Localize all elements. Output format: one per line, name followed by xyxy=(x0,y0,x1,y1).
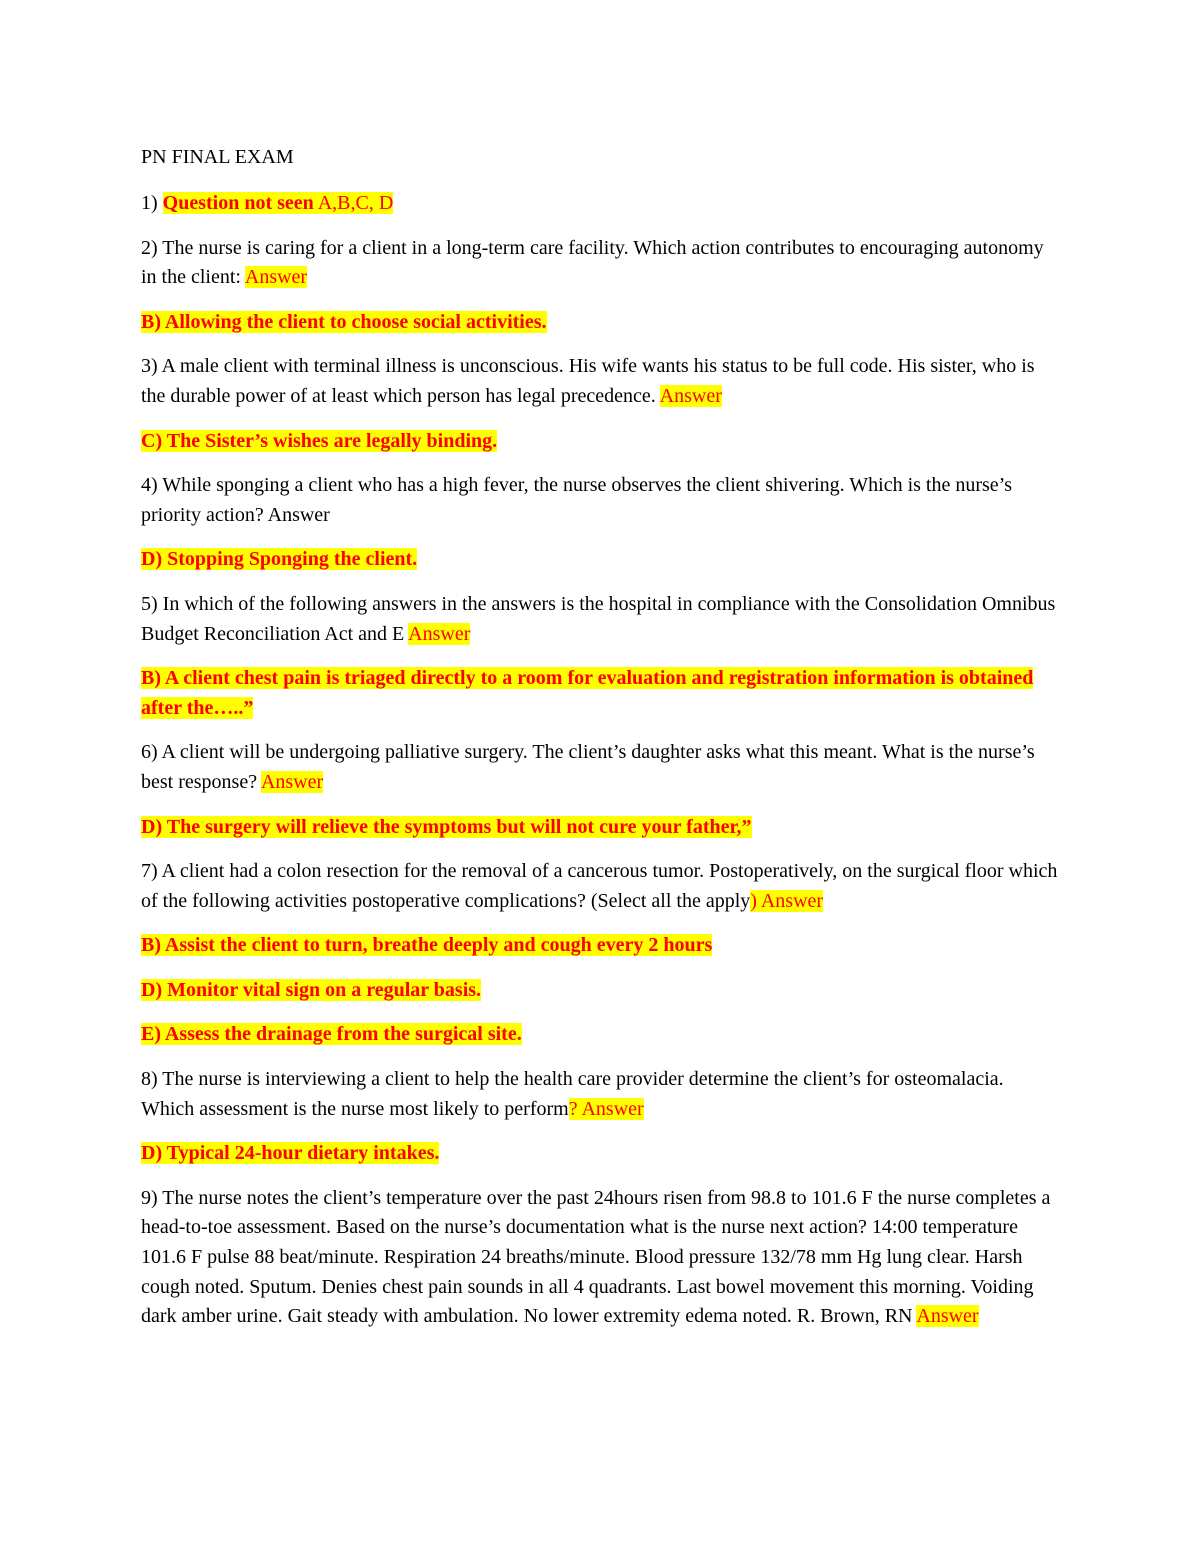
question-4-answer xyxy=(141,545,1061,575)
question-1-not-seen: Question not seen xyxy=(162,192,314,214)
question-4-text: 4) While sponging a client who has a high fever, the nurse observes the client shivering. Which is the nurse’s priority action? Answer xyxy=(141,474,1013,526)
question-9 xyxy=(141,1184,1061,1332)
question-6-text: 6) A client will be undergoing palliative surgery. The client’s daughter asks what this meant. What is the nurse’s best response? xyxy=(141,741,1035,793)
answer-text: D) Monitor vital sign on a regular basis. xyxy=(141,978,482,1001)
question-5-text: 5) In which of the following answers in the answers is the hospital in compliance with the Consolidation Omnibus Budget Reconciliation Act and E xyxy=(141,592,1056,645)
question-4 xyxy=(141,471,1061,530)
question-7 xyxy=(141,857,1061,916)
question-7-answer-b xyxy=(141,931,1061,961)
question-3 xyxy=(141,352,1061,411)
answer-text: B) Allowing the client to choose social activities. xyxy=(141,310,547,333)
answer-label: Answer xyxy=(244,266,308,289)
question-7-answer-e xyxy=(141,1020,1061,1050)
question-1-number: 1) xyxy=(141,192,163,214)
question-8-answer xyxy=(141,1139,1061,1169)
question-1-options: A,B,C, D xyxy=(313,192,394,214)
question-6-answer xyxy=(141,813,1061,843)
answer-label: Answer xyxy=(260,770,324,793)
question-8 xyxy=(141,1065,1061,1124)
answer-text: B) A client chest pain is triaged directly to a room for evaluation and registration information is obtained after the…..” xyxy=(141,667,1034,719)
answer-text: D) Stopping Sponging the client. xyxy=(141,548,418,571)
question-9-text: 9) The nurse notes the client’s temperature over the past 24hours risen from 98.8 to 101.6 F the nurse completes a head-to-toe assessment. Based on the nurse’s documentation what is the nurse next action? 14:00 temperature 101.6 F pulse 88 beat/minute. Respiration 24 breaths/minute. Blood pressure 132/78 mm Hg lung clear. Harsh cough noted. Sputum. Denies chest pain sounds in all 4 quadrants. Last bowel movement this morning. Voiding dark amber urine. Gait steady with ambulation. No lower extremity edema noted. R. Brown, RN xyxy=(141,1186,1051,1328)
question-6 xyxy=(141,738,1061,797)
question-2 xyxy=(141,234,1061,293)
question-8-text: 8) The nurse is interviewing a client to help the health care provider determine the client’s for osteomalacia. Which assessment is the nurse most likely to perform xyxy=(141,1068,1004,1120)
answer-label: Answer xyxy=(760,889,824,912)
question-2-answer xyxy=(141,308,1061,338)
document-title: PN FINAL EXAM xyxy=(141,146,294,168)
answer-text: D) Typical 24-hour dietary intakes. xyxy=(141,1142,440,1165)
question-5-answer xyxy=(141,664,1061,723)
answer-text: E) Assess the drainage from the surgical site. xyxy=(141,1023,522,1046)
question-8-text-tail: ? xyxy=(568,1097,582,1120)
answer-label: Answer xyxy=(916,1305,979,1328)
answer-text: B) Assist the client to turn, breathe deeply and cough every 2 hours xyxy=(141,934,713,957)
answer-text: D) The surgery will relieve the symptoms but will not cure your father,” xyxy=(141,815,752,838)
document-content xyxy=(141,143,1061,1347)
answer-label: Answer xyxy=(581,1097,644,1120)
question-7-answer-d xyxy=(141,976,1061,1006)
question-3-answer xyxy=(141,427,1061,457)
answer-label: Answer xyxy=(659,384,722,407)
question-2-text: 2) The nurse is caring for a client in a long-term care facility. Which action contributes to encouraging autonomy in the client: xyxy=(141,236,1044,289)
answer-text: C) The Sister’s wishes are legally binding. xyxy=(141,429,498,452)
answer-label: Answer xyxy=(408,622,471,645)
question-7-text-tail: ) xyxy=(750,889,761,912)
question-3-text: 3) A male client with terminal illness is unconscious. His wife wants his status to be full code. His sister, who is the durable power of at least which person has legal precedence. xyxy=(141,355,1035,407)
question-7-text: 7) A client had a colon resection for the removal of a cancerous tumor. Postoperatively, on the surgical floor which of the following activities postoperative complications? (Select all the apply xyxy=(141,860,1058,912)
question-1 xyxy=(141,189,1061,219)
question-5 xyxy=(141,590,1061,649)
